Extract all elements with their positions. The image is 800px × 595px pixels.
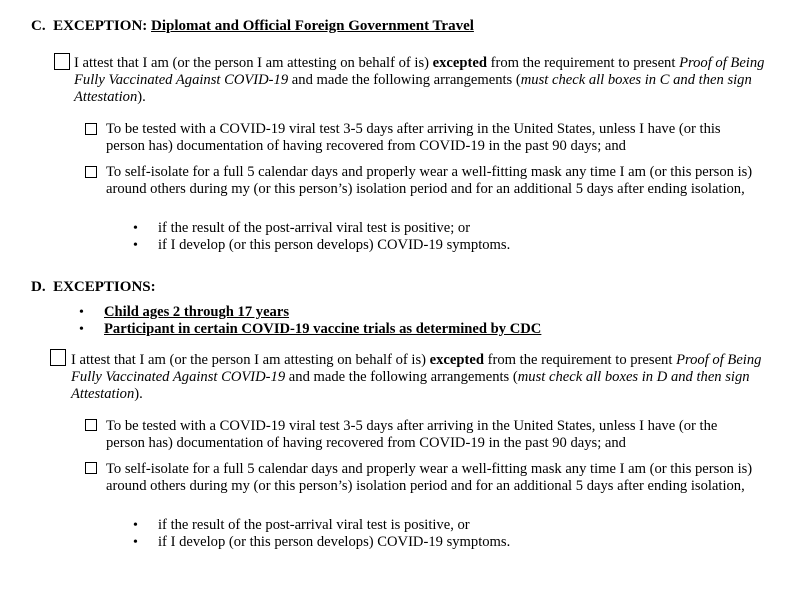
section-d-isolate-checkbox[interactable]: [85, 462, 97, 474]
attest-proof-title: Proof of Being Fully Vaccinated Against COVID-19: [74, 55, 765, 88]
section-c-title: Diplomat and Official Foreign Government Travel: [151, 18, 474, 34]
section-d-attest-checkbox[interactable]: [50, 349, 66, 366]
attest-excepted: excepted: [429, 352, 484, 368]
bullet-icon: •: [133, 238, 138, 253]
attest-text-part: ).: [134, 386, 143, 402]
category-vaccine-trials: Participant in certain COVID-19 vaccine trials as determined by CDC: [104, 321, 542, 337]
list-item: [133, 534, 511, 551]
attest-text-part: and made the following arrangements (: [285, 369, 518, 385]
section-c-attest-text: [74, 55, 774, 106]
section-c-test-checkbox[interactable]: [85, 123, 97, 135]
attest-text-part: I attest that I am (or the person I am attesting on behalf of is): [71, 352, 430, 368]
bullet-icon: •: [79, 322, 84, 337]
list-item: [79, 321, 542, 338]
attest-text-part: and made the following arrangements (: [288, 72, 521, 88]
section-d-test-checkbox[interactable]: [85, 419, 97, 431]
section-c-isolate-text: To self-isolate for a full 5 calendar days and properly wear a well-fitting mask any time I am (or this person is) around others during my (or this person’s) isolation period and for an additional 5 days after ending isolation,: [106, 164, 753, 197]
list-item: [133, 220, 510, 237]
list-item: [133, 237, 511, 254]
section-c-heading: [31, 17, 474, 35]
bullet-icon: •: [133, 535, 138, 550]
bullet-text: if the result of the post-arrival viral test is positive; or: [158, 220, 471, 236]
attest-text-part: ).: [137, 89, 146, 105]
list-item: [133, 517, 510, 534]
section-c-label: EXCEPTION:: [53, 18, 148, 34]
attest-text-part: I attest that I am (or the person I am attesting on behalf of is): [74, 55, 433, 71]
attest-text-part: from the requirement to present: [486, 55, 680, 71]
attest-instruction: must check all boxes in C and then sign Attestation: [74, 72, 752, 105]
section-d-test-text: To be tested with a COVID-19 viral test 3-5 days after arriving in the United States, unless I have (or the person has) documentation of having recovered from COVID-19 in the past 90 days; and: [106, 418, 718, 451]
section-d-attest-text: [71, 352, 771, 403]
section-d-category-list: [79, 304, 542, 338]
bullet-icon: •: [133, 518, 138, 533]
bullet-icon: •: [79, 305, 84, 320]
attest-instruction: must check all boxes in D and then sign Attestation: [71, 369, 750, 402]
section-d-label: EXCEPTIONS:: [53, 279, 156, 295]
section-c-letter: C.: [31, 18, 46, 34]
bullet-text: if I develop (or this person develops) COVID-19 symptoms.: [158, 237, 511, 253]
attest-proof-title: Proof of Being Fully Vaccinated Against COVID-19: [71, 352, 762, 385]
category-child-ages: Child ages 2 through 17 years: [104, 304, 290, 320]
section-c-attest-checkbox[interactable]: [54, 53, 70, 70]
section-d-letter: D.: [31, 279, 46, 295]
section-d-bullet-list: [133, 517, 511, 551]
attest-text-part: from the requirement to present: [483, 352, 677, 368]
list-item: [79, 304, 541, 321]
section-c-bullet-list: [133, 220, 511, 254]
bullet-text: if I develop (or this person develops) COVID-19 symptoms.: [158, 534, 511, 550]
section-d-heading: [31, 278, 156, 296]
section-c-test-text: To be tested with a COVID-19 viral test 3-5 days after arriving in the United States, unless I have (or this person has) documentation of having recovered from COVID-19 in the past 90 days; and: [106, 121, 721, 154]
bullet-icon: •: [133, 221, 138, 236]
section-d-isolate-text: To self-isolate for a full 5 calendar days and properly wear a well-fitting mask any time I am (or this person is) around others during my (or this person’s) isolation period and for an additional 5 days after ending isolation,: [106, 461, 753, 494]
bullet-text: if the result of the post-arrival viral test is positive, or: [158, 517, 470, 533]
section-c-isolate-checkbox[interactable]: [85, 166, 97, 178]
attest-excepted: excepted: [432, 55, 487, 71]
